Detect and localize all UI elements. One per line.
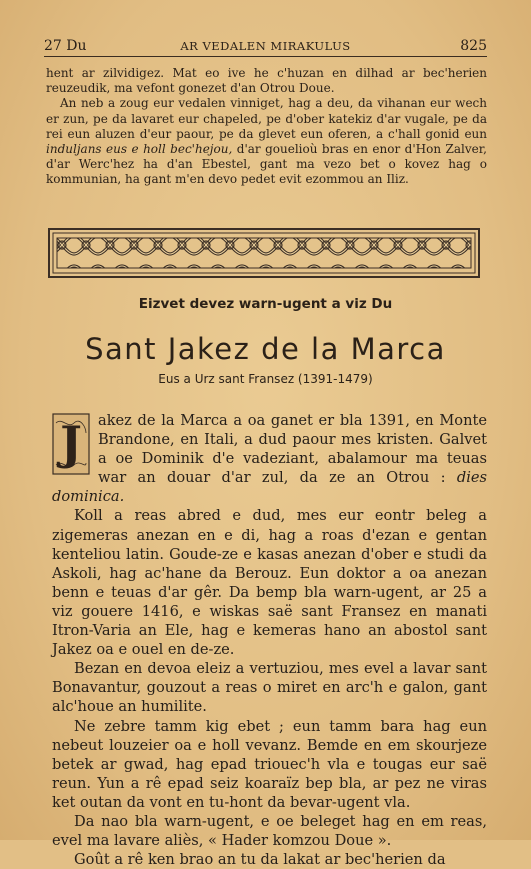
intro-p2-text-b: d'ar gouelioù bras en enor d'Hon Zalver, d'ar Werc'hez ha d'an Ebestel, gant ma vezo bet o kovez hag o kommunian, ha gant m'en devo pedet evit ezommou an Iliz.: [46, 142, 487, 187]
date-heading: Eizvet devez warn-ugent a viz Du: [138, 296, 393, 312]
intro-p2-text-a: An neb a zoug eur vedalen vinniget, hag a deu, da vihanan eur wech er zun, pe da lavaret eur chapeled, pe d'ober katekiz d'ar vugale, pe da rei eun aluzen d'eur paour, pe da glevet eun oferen, a c'hall gonid eun: [46, 96, 487, 141]
body-paragraph-1: [52, 411, 487, 506]
saint-title: Sant Jakez de la Marca: [85, 332, 446, 366]
intro-paragraph-1: hent ar zilvidigez. Mat eo ive he c'huzan en dilhad ar bec'herien reuzeudik, ma vefont gonezet d'an Otrou Doue.: [46, 66, 487, 96]
intro-p2-italic: induljans eus e holl bec'hejou,: [46, 142, 233, 157]
body-paragraph-4: Ne zebre tamm kig ebet ; eun tamm bara hag eun nebeut louzeier oa e holl vevanz. Bemde en em skourjeze betek ar gwad, hag epad triouec'h vla e tougas eur saë reun. Yun a rê epad seiz koaraïz bep bla, ar pez ne viras ket outan da vont en tu-hont da bevar-ugent vla.: [52, 717, 487, 811]
main-text: [52, 411, 487, 869]
body-p1-text: akez de la Marca a oa ganet er bla 1391, en Monte Brandone, en Itali, a dud paour mes kristen. Galvet a oe Dominik d'e vadeziant, abalamour ma teuas war an douar d'ar zul, da ze an Otrou :: [98, 412, 487, 487]
dropcap-letter: J: [60, 416, 82, 470]
ornamental-band: [48, 228, 480, 278]
body-p1-italic: dies dominica.: [52, 469, 487, 506]
dropcap-ornament: [52, 413, 90, 475]
body-paragraph-6: Goût a rê ken brao an tu da lakat ar bec'herien da: [74, 851, 446, 869]
celtic-knot-ornament: [50, 230, 478, 276]
running-header: [44, 36, 487, 57]
page-number: 825: [460, 38, 487, 54]
body-paragraph-2: Koll a reas abred e dud, mes eur eontr beleg a zigemeras anezan en e di, hag a roas d'ezan e gentan kenteliou latin. Goude-ze e kasas anezan d'ober e studi da Askoli, hag ac'hane da Berouz. Eun doktor a oa anezan benn e teuas d'ar gêr. Da bemp bla warn-ugent, ar 25 a viz gouere 1416, e wiskas saë sant Fransez en manati Itron-Varia an Ele, hag e kemeras hano an abostol sant Jakez oa e ouel en de-ze.: [52, 507, 487, 659]
header-book-title: AR VEDALEN MIRAKULUS: [180, 39, 351, 53]
body-paragraph-3: Bezan en devoa eleiz a vertuziou, mes evel a lavar sant Bonavantur, gouzout a reas o miret en arc'h e galon, gant alc'houe an humilite.: [52, 660, 487, 716]
body-paragraph-5: Da nao bla warn-ugent, e oe beleget hag en em reas, evel ma lavare aliès, « Hader komzou Doue ».: [52, 812, 487, 850]
intro-text: [46, 66, 487, 188]
header-date: 27 Du: [44, 38, 87, 54]
intro-paragraph-2: [46, 96, 487, 187]
saint-order-dates: Eus a Urz sant Fransez (1391-1479): [158, 372, 373, 386]
